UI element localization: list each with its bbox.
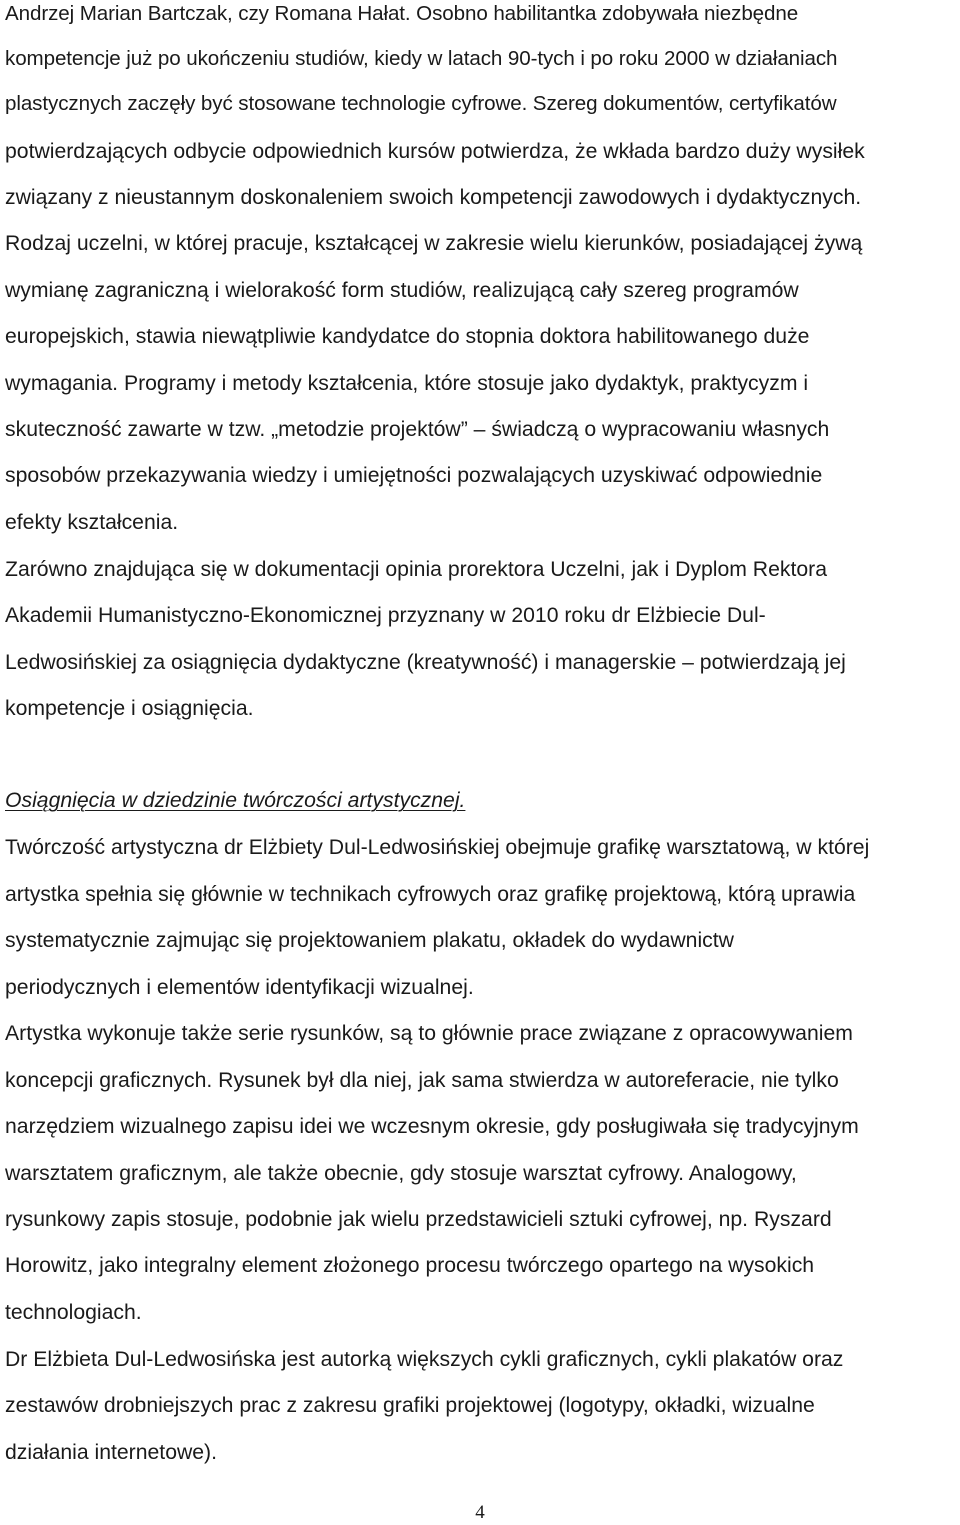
text-line: rysunkowy zapis stosuje, podobnie jak wielu przedstawicieli sztuki cyfrowej, np. Ryszard	[5, 1208, 832, 1231]
text-line: Artystka wykonuje także serie rysunków, są to głównie prace związane z opracowywaniem	[5, 1022, 853, 1045]
text-line: zestawów drobniejszych prac z zakresu grafiki projektowej (logotypy, okładki, wizualne	[5, 1394, 815, 1417]
text-line: potwierdzających odbycie odpowiednich kursów potwierdza, że wkłada bardzo duży wysiłek	[5, 140, 865, 163]
text-line: plastycznych zaczęły być stosowane technologie cyfrowe. Szereg dokumentów, certyfikatów	[5, 92, 837, 115]
text-line: koncepcji graficznych. Rysunek był dla niej, jak sama stwierdza w autoreferacie, nie tylko	[5, 1069, 839, 1092]
text-line: kompetencje i osiągnięcia.	[5, 697, 254, 720]
text-line: artystka spełnia się głównie w technikach cyfrowych oraz grafikę projektową, którą uprawia	[5, 883, 856, 906]
text-line: Akademii Humanistyczno-Ekonomicznej przyznany w 2010 roku dr Elżbiecie Dul-	[5, 604, 766, 627]
text-line: Dr Elżbieta Dul-Ledwosińska jest autorką większych cykli graficznych, cykli plakatów oraz	[5, 1348, 844, 1371]
text-line: kompetencje już po ukończeniu studiów, kiedy w latach 90-tych i po roku 2000 w działaniach	[5, 47, 838, 70]
text-line: technologiach.	[5, 1301, 142, 1324]
page-number: 4	[475, 1502, 485, 1523]
text-line: Rodzaj uczelni, w której pracuje, kształcącej w zakresie wielu kierunków, posiadającej żywą	[5, 232, 863, 255]
text-line: Horowitz, jako integralny element złożonego procesu twórczego opartego na wysokich	[5, 1254, 815, 1277]
text-line: działania internetowe).	[5, 1441, 217, 1464]
text-line: efekty kształcenia.	[5, 511, 179, 534]
text-line: europejskich, stawia niewątpliwie kandydatce do stopnia doktora habilitowanego duże	[5, 325, 810, 348]
text-line: warsztatem graficznym, ale także obecnie, gdy stosuje warsztat cyfrowy. Analogowy,	[5, 1162, 797, 1185]
text-line: Twórczość artystyczna dr Elżbiety Dul-Ledwosińskiej obejmuje grafikę warsztatową, w której	[5, 836, 870, 859]
text-line: sposobów przekazywania wiedzy i umiejętności pozwalających uzyskiwać odpowiednie	[5, 464, 823, 487]
text-line: związany z nieustannym doskonaleniem swoich kompetencji zawodowych i dydaktycznych.	[5, 186, 862, 209]
text-line: narzędziem wizualnego zapisu idei we wczesnym okresie, gdy posługiwała się tradycyjnym	[5, 1115, 859, 1138]
text-line: wymagania. Programy i metody kształcenia, które stosuje jako dydaktyk, praktycyzm i	[5, 372, 809, 395]
section-heading: Osiągnięcia w dziedzinie twórczości artystycznej.	[5, 789, 466, 812]
text-line: systematycznie zajmując się projektowaniem plakatu, okładek do wydawnictw	[5, 929, 734, 952]
text-line: skuteczność zawarte w tzw. „metodzie projektów” – świadczą o wypracowaniu własnych	[5, 418, 830, 441]
text-line: wymianę zagraniczną i wielorakość form studiów, realizującą cały szereg programów	[5, 279, 799, 302]
text-line: Zarówno znajdująca się w dokumentacji opinia prorektora Uczelni, jak i Dyplom Rektora	[5, 558, 827, 581]
text-line: Ledwosińskiej za osiągnięcia dydaktyczne (kreatywność) i managerskie – potwierdzają jej	[5, 651, 846, 674]
text-line: Andrzej Marian Bartczak, czy Romana Hałat. Osobno habilitantka zdobywała niezbędne	[5, 2, 799, 25]
text-line: periodycznych i elementów identyfikacji wizualnej.	[5, 976, 474, 999]
